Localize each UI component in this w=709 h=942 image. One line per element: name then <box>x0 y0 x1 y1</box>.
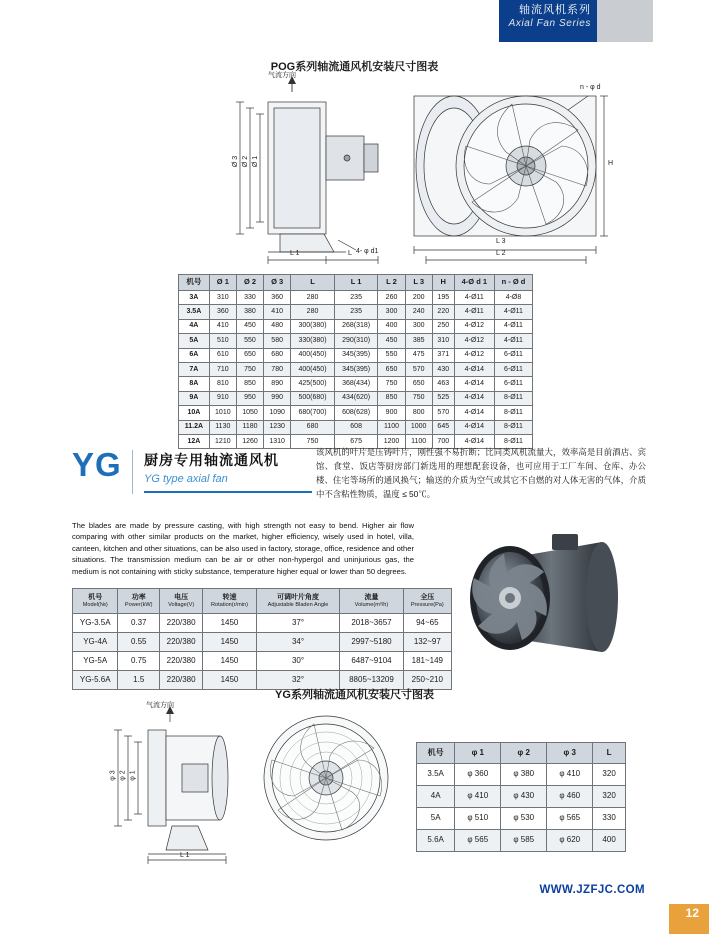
cell: 4A <box>179 319 210 333</box>
cell: 1180 <box>236 420 263 434</box>
cell: 1100 <box>378 420 405 434</box>
cell: 94~65 <box>403 614 451 633</box>
cell: 450 <box>236 319 263 333</box>
cell: 1450 <box>203 614 256 633</box>
cell: 1050 <box>236 406 263 420</box>
cell: 910 <box>209 391 236 405</box>
cell: 9A <box>179 391 210 405</box>
col-header-rotation <box>203 589 256 614</box>
yg-title-en: YG type axial fan <box>144 473 228 485</box>
header-title-group <box>509 4 591 30</box>
cell: 360 <box>209 305 236 319</box>
col-header: Ø 1 <box>209 275 236 291</box>
cell: 280 <box>291 291 335 305</box>
cell: 1000 <box>405 420 432 434</box>
cell: 6-Ø11 <box>494 348 532 362</box>
col-header: Ø 3 <box>264 275 291 291</box>
col-header: L <box>593 743 626 764</box>
table-row <box>417 764 626 786</box>
col-header: 机号 <box>417 743 455 764</box>
cell: 3A <box>179 291 210 305</box>
cell: 3.5A <box>179 305 210 319</box>
dim-H-label: H <box>608 160 614 167</box>
cell: YG-3.5A <box>73 614 118 633</box>
cell: 610 <box>209 348 236 362</box>
cell: 1260 <box>236 434 263 448</box>
dim-L-label: L <box>348 250 352 257</box>
table-row <box>417 830 626 852</box>
cell: φ 380 <box>501 764 547 786</box>
table-row <box>417 808 626 830</box>
cell: 550 <box>236 334 263 348</box>
cell: 1200 <box>378 434 405 448</box>
col-header: L 1 <box>334 275 378 291</box>
cell: 5.6A <box>417 830 455 852</box>
cell: 434(620) <box>334 391 378 405</box>
dim-phi1-label: φ 1 <box>129 770 137 781</box>
cell: φ 510 <box>455 808 501 830</box>
col-header: φ 3 <box>547 743 593 764</box>
yg-description-cn: 该风机的叶片是压铸叶片，刚性强不易折断；比同类风机流量大，效率高是目前酒店、宾馆、食堂、饭店等厨房部门新选用的理想配套设备，也可应用于工厂车间、仓库、办公楼、住宅等场所的通风换气；输送的介质为空气或其它不自燃的对人体无害的气体，介质中不含粘性物质，温度 ≤ 50℃。 <box>316 447 646 499</box>
cell: 4-Ø14 <box>454 434 494 448</box>
cell: 1210 <box>209 434 236 448</box>
dim-L3-label: L 3 <box>496 238 506 245</box>
table-row <box>179 291 533 305</box>
cell: 4-Ø11 <box>494 319 532 333</box>
col-header-pressure <box>403 589 451 614</box>
cell: 750 <box>405 391 432 405</box>
cell: 750 <box>291 434 335 448</box>
cell: 0.37 <box>118 614 160 633</box>
cell: 220/380 <box>160 614 203 633</box>
cell: 680 <box>291 420 335 434</box>
cell: φ 585 <box>501 830 547 852</box>
cell: 10A <box>179 406 210 420</box>
fan-product-photo <box>452 524 652 674</box>
cell: 1100 <box>405 434 432 448</box>
cell: 5A <box>417 808 455 830</box>
cell: 700 <box>432 434 454 448</box>
cell: 6-Ø11 <box>494 362 532 376</box>
cell: 4-Ø14 <box>454 362 494 376</box>
cell: φ 460 <box>547 786 593 808</box>
table-row <box>73 614 452 633</box>
dim-L1-label-2: L 1 <box>180 852 190 859</box>
cell: 4-Ø12 <box>454 348 494 362</box>
pog-installation-diagram <box>196 74 616 264</box>
cell: 1310 <box>264 434 291 448</box>
cell: φ 565 <box>455 830 501 852</box>
holes-back-label: n - φ d <box>580 84 601 91</box>
table-header-row <box>179 275 533 291</box>
cell: 1090 <box>264 406 291 420</box>
yg-section-title: YG系列轴流通风机安装尺寸图表 <box>275 689 434 701</box>
cell: φ 360 <box>455 764 501 786</box>
yg-spec-table <box>72 588 452 690</box>
website-url[interactable]: WWW.JZFJC.COM <box>539 884 645 896</box>
table-row <box>179 348 533 362</box>
cell: 4-Ø12 <box>454 319 494 333</box>
header-cn: 机号 <box>88 594 103 602</box>
dim-d2-label: Ø 2 <box>242 155 250 168</box>
header-en: Model(№) <box>82 601 108 608</box>
heading-divider <box>132 450 133 494</box>
cell: 1.5 <box>118 671 160 690</box>
col-header: φ 1 <box>455 743 501 764</box>
cell: 320 <box>593 786 626 808</box>
header-cn: 功率 <box>131 594 146 602</box>
col-header: 4-Ø d 1 <box>454 275 494 291</box>
cell: 463 <box>432 377 454 391</box>
col-header: H <box>432 275 454 291</box>
cell: 8-Ø11 <box>494 420 532 434</box>
header-cn: 全压 <box>420 594 435 602</box>
cell: 4-Ø14 <box>454 377 494 391</box>
cell: 650 <box>236 348 263 362</box>
cell: 850 <box>236 377 263 391</box>
header-en: Voltage(V) <box>168 601 195 608</box>
holes-front-label: 4- φ d1 <box>356 248 379 255</box>
cell: 4-Ø14 <box>454 391 494 405</box>
table-row <box>179 334 533 348</box>
header-cn: 电压 <box>174 594 189 602</box>
cell: 0.55 <box>118 633 160 652</box>
header-en: Adjustable Bladen Angle <box>267 601 329 608</box>
cell: φ 620 <box>547 830 593 852</box>
table-header-row <box>73 589 452 614</box>
table-row <box>179 391 533 405</box>
col-header-blade-angle <box>256 589 340 614</box>
cell: 320 <box>593 764 626 786</box>
cell: 132~97 <box>403 633 451 652</box>
pog-dimension-table <box>178 274 533 449</box>
cell: 3.5A <box>417 764 455 786</box>
header-cn: 可调叶片角度 <box>277 594 319 602</box>
col-header: Ø 2 <box>236 275 263 291</box>
page-number: 12 <box>685 906 699 920</box>
table-row <box>179 319 533 333</box>
cell: 300 <box>378 305 405 319</box>
cell: 220/380 <box>160 633 203 652</box>
cell: 300(380) <box>291 319 335 333</box>
header-cn: 流量 <box>364 594 379 602</box>
cell: 37° <box>256 614 340 633</box>
yg-title-cn: 厨房专用轴流通风机 <box>144 452 279 468</box>
cell: 6487~9104 <box>340 652 403 671</box>
col-header: 机号 <box>179 275 210 291</box>
col-header: L 3 <box>405 275 432 291</box>
header-en: Rotation(r/min) <box>210 601 248 608</box>
cell: YG-4A <box>73 633 118 652</box>
cell: 425(500) <box>291 377 335 391</box>
cell: 7A <box>179 362 210 376</box>
dim-phi2-label: φ 2 <box>119 770 127 781</box>
header-title-cn: 轴流风机系列 <box>519 4 591 16</box>
yg-description-en: The blades are made by pressure casting, with high strength not easy to bend. Higher air flow comparing with other similar products on the market, higher efficiency, wisely used in hotel, villa, canteen, kitchen and other situations, can be also used in factory, storage, office, residence and other situations. The transmission medium can be air or other non-hypergol and uninjurious gas, the medium is not containing with sticky substance, temperature higher equal or lower than 50 degrees. <box>72 521 414 576</box>
cell: 8A <box>179 377 210 391</box>
cell: 360 <box>264 291 291 305</box>
table-row <box>73 652 452 671</box>
cell: 310 <box>209 291 236 305</box>
cell: 400 <box>378 319 405 333</box>
cell: 4-Ø11 <box>494 305 532 319</box>
cell: 2018~3657 <box>340 614 403 633</box>
cell: 371 <box>432 348 454 362</box>
cell: φ 530 <box>501 808 547 830</box>
cell: 1450 <box>203 633 256 652</box>
cell: 608(628) <box>334 406 378 420</box>
col-header: L 2 <box>378 275 405 291</box>
cell: 800 <box>405 406 432 420</box>
cell: 990 <box>264 391 291 405</box>
table-row <box>179 305 533 319</box>
cell: 580 <box>264 334 291 348</box>
table-row <box>179 377 533 391</box>
cell: 500(680) <box>291 391 335 405</box>
yg-heading-block <box>72 446 312 504</box>
cell: 410 <box>264 305 291 319</box>
table-row <box>417 786 626 808</box>
cell: 475 <box>405 348 432 362</box>
dim-d1-label: Ø 1 <box>252 155 260 168</box>
cell: 8-Ø11 <box>494 391 532 405</box>
cell: 11.2A <box>179 420 210 434</box>
cell: 280 <box>291 305 335 319</box>
header-en: Volume(m³/h) <box>354 601 389 608</box>
dim-phi3-label: φ 3 <box>109 770 117 781</box>
cell: 30° <box>256 652 340 671</box>
cell: 810 <box>209 377 236 391</box>
cell: 220/380 <box>160 652 203 671</box>
col-header: n - Ø d <box>494 275 532 291</box>
col-header-power <box>118 589 160 614</box>
cell: 12A <box>179 434 210 448</box>
cell: 4-Ø11 <box>494 334 532 348</box>
cell: 195 <box>432 291 454 305</box>
cell: 4-Ø8 <box>494 291 532 305</box>
dim-d3-label: Ø 3 <box>232 155 240 168</box>
cell: 250~210 <box>403 671 451 690</box>
cell: 680 <box>264 348 291 362</box>
cell: 8-Ø11 <box>494 434 532 448</box>
cell: 268(318) <box>334 319 378 333</box>
header-en: Power(kW) <box>124 601 153 608</box>
cell: 1450 <box>203 652 256 671</box>
cell: 1230 <box>264 420 291 434</box>
cell: 480 <box>264 319 291 333</box>
cell: 380 <box>236 305 263 319</box>
cell: 330 <box>236 291 263 305</box>
cell: 950 <box>236 391 263 405</box>
cell: 385 <box>405 334 432 348</box>
cell: 181~149 <box>403 652 451 671</box>
yg-installation-diagram <box>86 702 416 866</box>
dim-L1-label: L 1 <box>290 250 300 257</box>
cell: 6-Ø11 <box>494 377 532 391</box>
cell: 750 <box>378 377 405 391</box>
cell: 4-Ø11 <box>454 291 494 305</box>
cell: 4-Ø11 <box>454 305 494 319</box>
airflow-label-2: 气流方向 <box>146 702 174 709</box>
cell: 1130 <box>209 420 236 434</box>
page-header <box>0 0 709 46</box>
header-title-en: Axial Fan Series <box>508 17 591 29</box>
cell: 1010 <box>209 406 236 420</box>
cell: 368(434) <box>334 377 378 391</box>
cell: 330 <box>593 808 626 830</box>
cell: 4A <box>417 786 455 808</box>
cell: 900 <box>378 406 405 420</box>
cell: 510 <box>209 334 236 348</box>
cell: 6A <box>179 348 210 362</box>
cell: 680(700) <box>291 406 335 420</box>
cell: 235 <box>334 305 378 319</box>
cell: 250 <box>432 319 454 333</box>
cell: 8805~13209 <box>340 671 403 690</box>
cell: 34° <box>256 633 340 652</box>
cell: 710 <box>209 362 236 376</box>
cell: 780 <box>264 362 291 376</box>
cell: 2997~5180 <box>340 633 403 652</box>
pog-section-title: POG系列轴流通风机安装尺寸图表 <box>270 61 439 73</box>
cell: 430 <box>432 362 454 376</box>
yg-dimension-table <box>416 742 626 852</box>
col-header: L <box>291 275 335 291</box>
cell: 525 <box>432 391 454 405</box>
cell: 570 <box>405 362 432 376</box>
cell: 1450 <box>203 671 256 690</box>
col-header-volume <box>340 589 403 614</box>
header-grey-block <box>597 0 653 42</box>
cell: 200 <box>405 291 432 305</box>
cell: 0.75 <box>118 652 160 671</box>
col-header: φ 2 <box>501 743 547 764</box>
dim-L2-label: L 2 <box>496 250 506 257</box>
col-header-voltage <box>160 589 203 614</box>
cell: YG-5A <box>73 652 118 671</box>
cell: 300 <box>405 319 432 333</box>
cell: 570 <box>432 406 454 420</box>
cell: φ 410 <box>547 764 593 786</box>
header-en: Pressure(Pa) <box>410 601 444 608</box>
yg-title-underline <box>144 491 312 493</box>
cell: YG-5.6A <box>73 671 118 690</box>
table-row <box>179 420 533 434</box>
cell: 850 <box>378 391 405 405</box>
cell: φ 565 <box>547 808 593 830</box>
col-header-model <box>73 589 118 614</box>
cell: 260 <box>378 291 405 305</box>
cell: 4-Ø12 <box>454 334 494 348</box>
cell: 8-Ø11 <box>494 406 532 420</box>
cell: 450 <box>378 334 405 348</box>
cell: 345(395) <box>334 362 378 376</box>
table-header-row <box>417 743 626 764</box>
cell: 5A <box>179 334 210 348</box>
yg-brand-mark: YG <box>72 446 122 483</box>
table-row <box>73 633 452 652</box>
cell: 290(310) <box>334 334 378 348</box>
cell: 645 <box>432 420 454 434</box>
cell: 240 <box>405 305 432 319</box>
cell: 410 <box>209 319 236 333</box>
cell: 400 <box>593 830 626 852</box>
cell: 4-Ø14 <box>454 406 494 420</box>
table-row <box>179 406 533 420</box>
cell: 220/380 <box>160 671 203 690</box>
cell: 400(450) <box>291 348 335 362</box>
cell: 550 <box>378 348 405 362</box>
cell: 675 <box>334 434 378 448</box>
cell: φ 430 <box>501 786 547 808</box>
table-row <box>179 362 533 376</box>
cell: 345(395) <box>334 348 378 362</box>
cell: 310 <box>432 334 454 348</box>
header-cn: 转速 <box>222 594 237 602</box>
cell: 650 <box>405 377 432 391</box>
cell: 608 <box>334 420 378 434</box>
cell: 650 <box>378 362 405 376</box>
cell: 32° <box>256 671 340 690</box>
cell: 220 <box>432 305 454 319</box>
cell: 400(450) <box>291 362 335 376</box>
cell: 330(380) <box>291 334 335 348</box>
cell: 235 <box>334 291 378 305</box>
airflow-label-1: 气流方向 <box>268 72 296 79</box>
cell: 890 <box>264 377 291 391</box>
cell: φ 410 <box>455 786 501 808</box>
cell: 750 <box>236 362 263 376</box>
cell: 4-Ø14 <box>454 420 494 434</box>
